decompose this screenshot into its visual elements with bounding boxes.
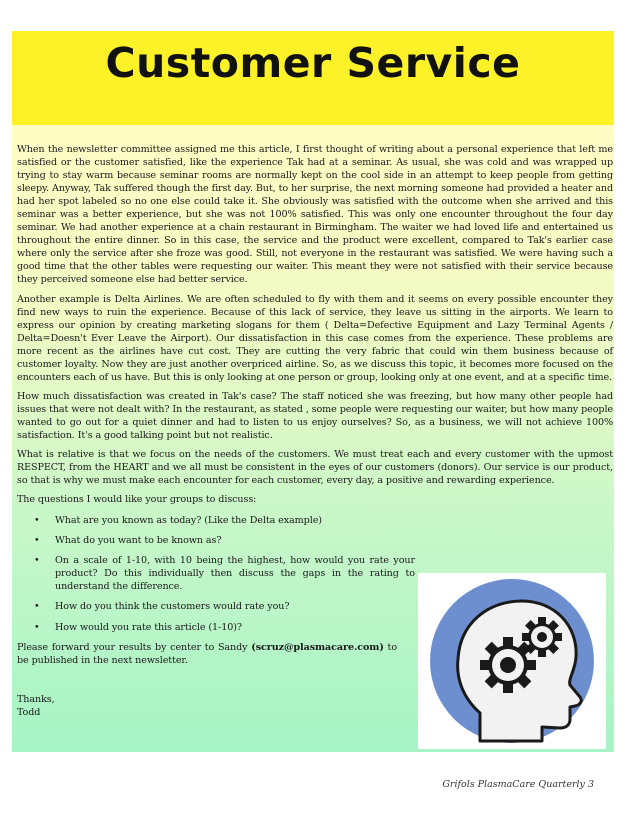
forward-text-end: to be published in the next newsletter.: [17, 641, 397, 666]
questions-intro: The questions I would like your groups to discuss:: [17, 494, 257, 506]
email-address: (scruz@plasmacare.com): [251, 641, 384, 653]
bullet-icon: •: [34, 621, 40, 633]
bullet-icon: •: [34, 601, 40, 613]
question-text: On a scale of 1-10, with 10 being the highest, how would you rate your product? Do this individually then discuss the gaps in the rating to understand the difference.: [55, 555, 415, 593]
gear-large-icon: [480, 637, 536, 693]
list-item: [17, 514, 615, 527]
question-text: How do you think the customers would rate you?: [55, 601, 290, 613]
question-text: What do you want to be known as?: [55, 535, 222, 547]
bullet-icon: •: [34, 535, 40, 547]
page-title: Customer Service: [105, 39, 521, 87]
question-text: What are you known as today? (Like the Delta example): [55, 515, 322, 527]
list-item: [17, 621, 415, 634]
gear-small-icon: [522, 617, 562, 657]
head-with-gears-icon: [418, 573, 606, 749]
page-footer: Grifols PlasmaCare Quarterly 3: [442, 779, 594, 790]
author-name: Todd: [17, 706, 41, 718]
question-text: How would you rate this article (1-10)?: [55, 621, 242, 633]
forward-instructions: [17, 641, 397, 667]
paragraph-1: When the newsletter committee assigned me this article, I first thought of writing about a personal experience that left me satisfied or the customer satisfied, like the experience Tak had at a seminar. As usual, she was cold and was wrapped up trying to stay warm because seminar rooms are normally kept on the cool side in an attempt to keep people from getting sleepy. Anyway, Tak suffered though the first day. But, to her surprise, the next morning someone had provided a heater and had her spot labeled so no one else could take it. She obviously was satisfied with the outcome when she arrived and this seminar was a better experience, but she was not 100% satisfied. This was only one encounter throughout the four day seminar. We had another experience at a chain restaurant in Birmingham. The waiter we had loved life and entertained us throughout the entire dinner. So in this case, the service and the product were excellent, compared to Tak's earlier case where only the service after she froze was good. Still, not everyone in the restaurant was satisfied. We were having such a good time that the other tables were requesting our waiter. This meant they were not satisfied with their service because they perceived someone else had better service.: [17, 144, 613, 286]
bullet-icon: •: [34, 555, 40, 567]
title-band: [12, 31, 614, 125]
forward-text: Please forward your results by center to Sandy: [17, 641, 252, 653]
head-with-gears-svg: [418, 573, 606, 749]
bullet-icon: •: [34, 515, 40, 527]
list-item: [17, 554, 415, 593]
paragraph-3: How much dissatisfaction was created in Tak's case? The staff noticed she was freezing, but how many other people had issues that were not dealt with? In the restaurant, as stated , some people were requesting our waiter, but how many people wanted to go out for a quiet dinner and had to listen to us enjoy ourselves? So, as a business, we will not achieve 100% satisfaction. It's a good talking point but not realistic.: [17, 390, 613, 441]
paragraph-4: What is relative is that we focus on the needs of the customers. We must treat each and every customer with the upmost RESPECT, from the HEART and we all must be consistent in the eyes of our customers (donors). Our service is our product, so that is why we must make each encounter for each customer, every day, a positive and rewarding experience.: [17, 449, 613, 487]
closing: Thanks,: [17, 693, 55, 705]
list-item: [17, 600, 415, 613]
paragraph-2: Another example is Delta Airlines. We are often scheduled to fly with them and it seems on every possible encounter they find new ways to ruin the experience. Because of this lack of service, they leave us sitting in the airports. We learn to express our opinion by creating marketing slogans for them ( Delta=Defective Equipment and Lazy Terminal Agents / Delta=Doesn't Ever Leave the Airport). Our dissatisfaction in this case comes from the experience. These problems are more recent as the airlines have cut cost. They are cutting the very fabric that could win them business because of customer loyalty. Now they are just another overpriced airline. So, as we discuss this topic, it becomes more focused on the encounters each of us have. But this is only looking at one person or group, looking only at one event, and at a specific time.: [17, 293, 613, 383]
list-item: [17, 534, 615, 547]
